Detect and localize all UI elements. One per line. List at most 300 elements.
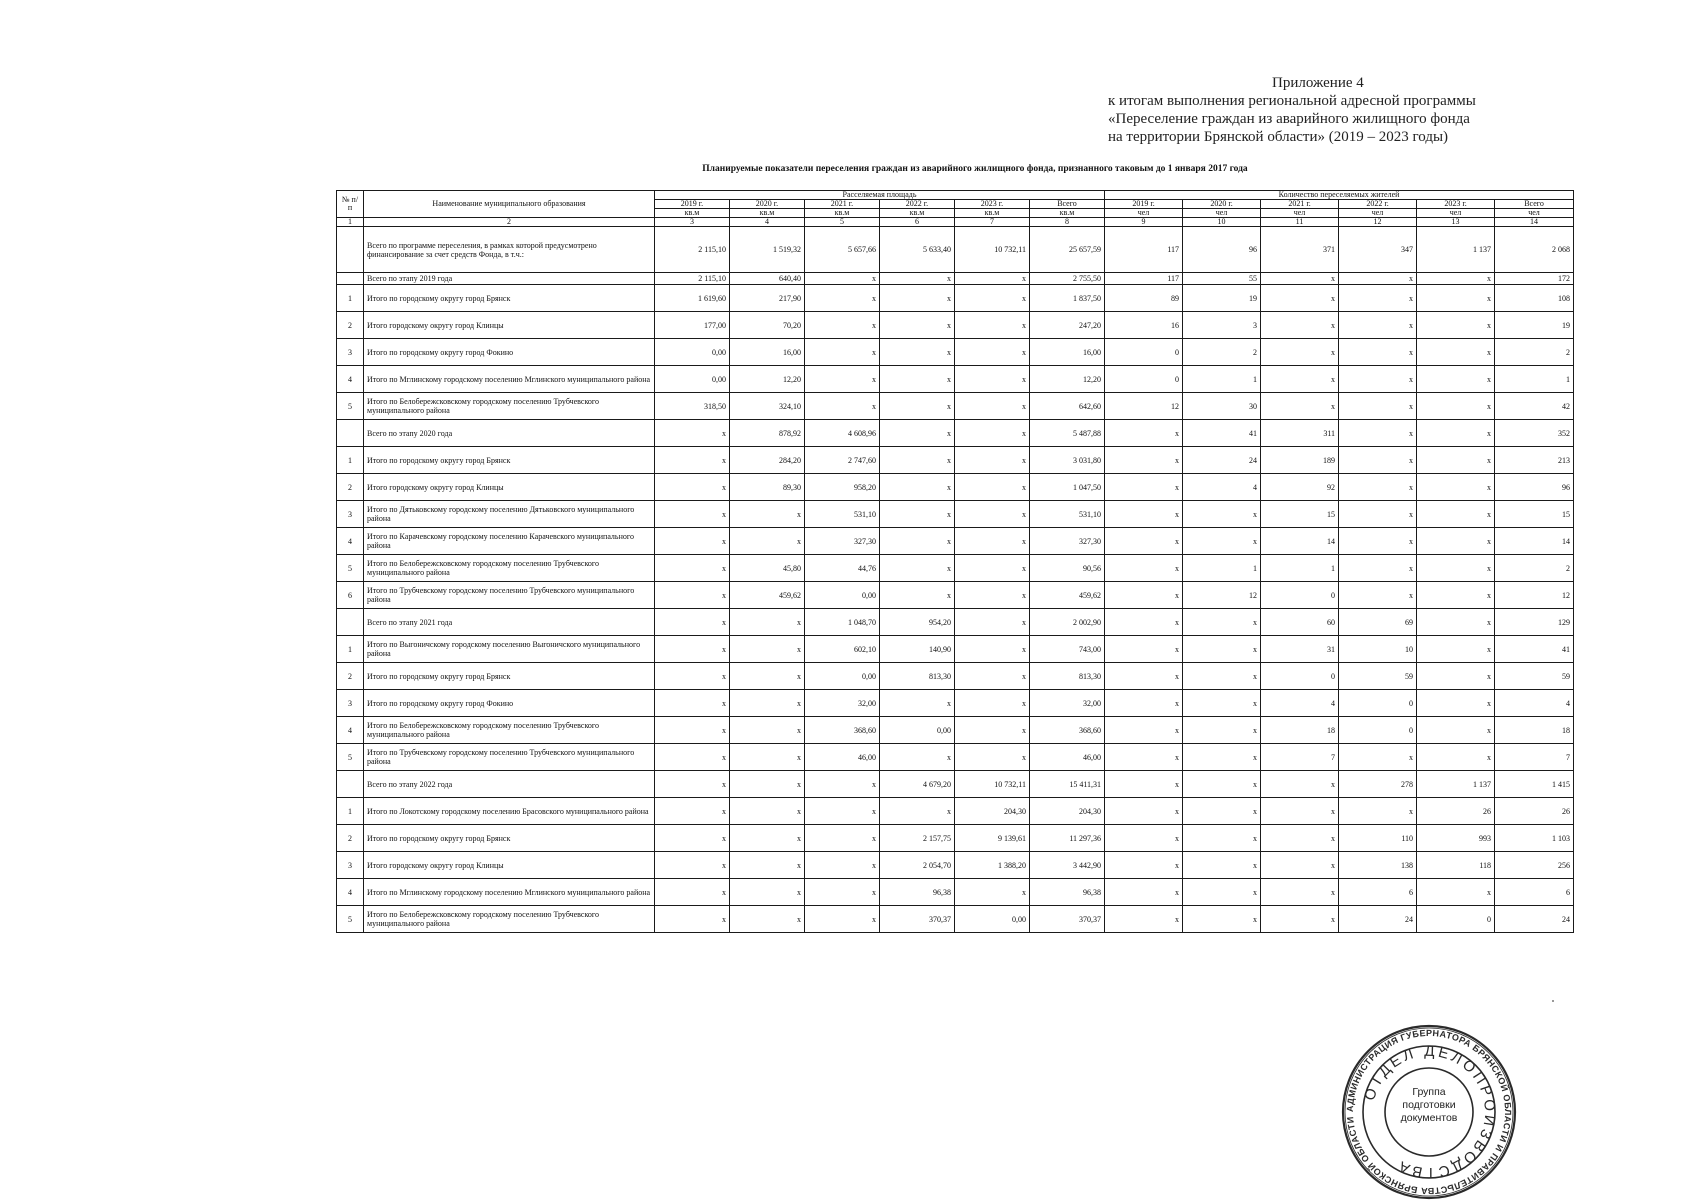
people-value: x xyxy=(1261,366,1339,393)
area-value: 368,60 xyxy=(1030,717,1105,744)
people-value: 0 xyxy=(1417,906,1495,933)
people-value: 108 xyxy=(1495,285,1574,312)
municipality-name: Всего по этапу 2019 года xyxy=(364,273,655,285)
area-value: x xyxy=(730,852,805,879)
area-value: x xyxy=(730,744,805,771)
people-value: 41 xyxy=(1495,636,1574,663)
people-value: x xyxy=(1183,528,1261,555)
people-value: x xyxy=(1105,879,1183,906)
people-value: x xyxy=(1261,285,1339,312)
people-value: 371 xyxy=(1261,227,1339,273)
table-row xyxy=(337,227,1574,273)
people-value: x xyxy=(1417,273,1495,285)
people-value: x xyxy=(1261,852,1339,879)
area-value: 1 048,70 xyxy=(805,609,880,636)
row-number: 2 xyxy=(337,312,364,339)
people-value: x xyxy=(1261,906,1339,933)
people-value: x xyxy=(1417,555,1495,582)
people-value: 12 xyxy=(1105,393,1183,420)
table-row xyxy=(337,663,1574,690)
row-number: 5 xyxy=(337,906,364,933)
area-value: 90,56 xyxy=(1030,555,1105,582)
area-value: 10 732,11 xyxy=(955,227,1030,273)
people-value: x xyxy=(1339,447,1417,474)
people-value: 118 xyxy=(1417,852,1495,879)
area-value: 45,80 xyxy=(730,555,805,582)
area-value: x xyxy=(655,825,730,852)
area-value: x xyxy=(655,474,730,501)
people-value: x xyxy=(1339,798,1417,825)
area-value: 15 411,31 xyxy=(1030,771,1105,798)
people-value: x xyxy=(1105,744,1183,771)
area-value: 602,10 xyxy=(805,636,880,663)
people-value: 10 xyxy=(1339,636,1417,663)
people-value: x xyxy=(1417,285,1495,312)
area-value: x xyxy=(730,609,805,636)
area-value: 177,00 xyxy=(655,312,730,339)
people-value: x xyxy=(1183,501,1261,528)
people-value: x xyxy=(1261,312,1339,339)
area-value: 284,20 xyxy=(730,447,805,474)
area-value: x xyxy=(655,771,730,798)
area-value: x xyxy=(880,447,955,474)
table-row xyxy=(337,879,1574,906)
people-value: 96 xyxy=(1183,227,1261,273)
row-number: 1 xyxy=(337,447,364,474)
people-value: x xyxy=(1417,420,1495,447)
table-row xyxy=(337,501,1574,528)
area-value: 2 002,90 xyxy=(1030,609,1105,636)
people-value: x xyxy=(1417,582,1495,609)
people-value: x xyxy=(1417,663,1495,690)
area-value: 0,00 xyxy=(655,366,730,393)
people-value: 60 xyxy=(1261,609,1339,636)
area-value: x xyxy=(955,717,1030,744)
municipality-name: Итого по Белобережсковскому городскому поселению Трубчевского муниципального района xyxy=(364,393,655,420)
area-value: x xyxy=(955,663,1030,690)
area-value: x xyxy=(880,312,955,339)
municipality-name: Всего по этапу 2021 года xyxy=(364,609,655,636)
people-value: x xyxy=(1339,312,1417,339)
table-row xyxy=(337,420,1574,447)
area-value: 1 047,50 xyxy=(1030,474,1105,501)
area-value: 217,90 xyxy=(730,285,805,312)
area-value: x xyxy=(655,879,730,906)
row-number xyxy=(337,227,364,273)
area-value: x xyxy=(655,852,730,879)
stamp-center-line: Группа xyxy=(1412,1086,1446,1098)
area-value: 531,10 xyxy=(805,501,880,528)
row-number: 6 xyxy=(337,582,364,609)
people-value: x xyxy=(1417,393,1495,420)
table-row xyxy=(337,906,1574,933)
header-column-number: 4 xyxy=(730,218,805,227)
row-number xyxy=(337,771,364,798)
area-value: x xyxy=(730,690,805,717)
people-value: x xyxy=(1261,879,1339,906)
area-value: 9 139,61 xyxy=(955,825,1030,852)
people-value: x xyxy=(1261,798,1339,825)
area-value: 531,10 xyxy=(1030,501,1105,528)
header-name: Наименование муниципального образования xyxy=(364,191,655,218)
people-value: 1 xyxy=(1261,555,1339,582)
header-year: 2023 г. xyxy=(1417,200,1495,209)
people-value: 110 xyxy=(1339,825,1417,852)
header-column-number: 9 xyxy=(1105,218,1183,227)
people-value: 59 xyxy=(1339,663,1417,690)
area-value: 368,60 xyxy=(805,717,880,744)
table-row xyxy=(337,285,1574,312)
municipality-name: Всего по этапу 2022 года xyxy=(364,771,655,798)
area-value: x xyxy=(955,447,1030,474)
area-value: x xyxy=(730,636,805,663)
area-value: 2 157,75 xyxy=(880,825,955,852)
people-value: 55 xyxy=(1183,273,1261,285)
municipality-name: Итого по Трубчевскому городскому поселению Трубчевского муниципального района xyxy=(364,744,655,771)
row-number: 4 xyxy=(337,717,364,744)
people-value: 31 xyxy=(1261,636,1339,663)
people-value: 19 xyxy=(1183,285,1261,312)
people-value: 14 xyxy=(1495,528,1574,555)
header-unit: чел xyxy=(1495,209,1574,218)
area-value: 247,20 xyxy=(1030,312,1105,339)
municipality-name: Итого по Локотскому городскому поселению Брасовского муниципального района xyxy=(364,798,655,825)
area-value: x xyxy=(880,501,955,528)
stamp-center-line: подготовки xyxy=(1402,1099,1456,1111)
people-value: x xyxy=(1183,798,1261,825)
area-value: x xyxy=(880,528,955,555)
municipality-name: Итого по городскому округу город Брянск xyxy=(364,825,655,852)
row-number: 1 xyxy=(337,798,364,825)
area-value: x xyxy=(655,663,730,690)
area-value: 96,38 xyxy=(880,879,955,906)
area-value: 32,00 xyxy=(1030,690,1105,717)
municipality-name: Итого по Дятьковскому городскому поселению Дятьковского муниципального района xyxy=(364,501,655,528)
people-value: 1 137 xyxy=(1417,771,1495,798)
people-value: 1 103 xyxy=(1495,825,1574,852)
area-value: 5 633,40 xyxy=(880,227,955,273)
header-unit: чел xyxy=(1261,209,1339,218)
people-value: 16 xyxy=(1105,312,1183,339)
people-value: x xyxy=(1339,366,1417,393)
people-value: x xyxy=(1183,717,1261,744)
municipality-name: Итого по Трубчевскому городскому поселению Трубчевского муниципального района xyxy=(364,582,655,609)
stamp-center-line: документов xyxy=(1400,1112,1458,1124)
people-value: 0 xyxy=(1261,663,1339,690)
people-value: 12 xyxy=(1495,582,1574,609)
people-value: x xyxy=(1105,825,1183,852)
area-value: x xyxy=(655,798,730,825)
table-row xyxy=(337,393,1574,420)
people-value: x xyxy=(1105,474,1183,501)
row-number: 3 xyxy=(337,852,364,879)
appendix-line: Приложение 4 xyxy=(1272,75,1364,91)
area-value: x xyxy=(655,744,730,771)
people-value: 24 xyxy=(1339,906,1417,933)
municipality-name: Итого по Мглинскому городскому поселению Мглинского муниципального района xyxy=(364,366,655,393)
people-value: x xyxy=(1339,393,1417,420)
people-value: x xyxy=(1105,582,1183,609)
area-value: x xyxy=(955,285,1030,312)
people-value: x xyxy=(1183,636,1261,663)
area-value: 327,30 xyxy=(1030,528,1105,555)
people-value: 1 415 xyxy=(1495,771,1574,798)
people-value: x xyxy=(1105,690,1183,717)
area-value: 96,38 xyxy=(1030,879,1105,906)
people-value: x xyxy=(1183,825,1261,852)
area-value: x xyxy=(955,744,1030,771)
people-value: x xyxy=(1417,690,1495,717)
area-value: x xyxy=(805,393,880,420)
area-value: x xyxy=(655,501,730,528)
area-value: 370,37 xyxy=(1030,906,1105,933)
area-value: x xyxy=(655,582,730,609)
area-value: x xyxy=(805,285,880,312)
table-row xyxy=(337,744,1574,771)
people-value: x xyxy=(1417,609,1495,636)
stamp-outer-text: АДМИНИСТРАЦИЯ ГУБЕРНАТОРА БРЯНСКОЙ ОБЛАСТИ И ПРАВИТЕЛЬСТВА БРЯНСКОЙ ОБЛАСТИ xyxy=(1344,1027,1514,1197)
municipality-name: Итого городскому округу город Клинцы xyxy=(364,312,655,339)
header-column-numbers-row xyxy=(337,218,1574,227)
municipality-name: Всего по программе переселения, в рамках которой предусмотрено финансирование за счет средств Фонда, в т.ч.: xyxy=(364,227,655,273)
people-value: 3 xyxy=(1183,312,1261,339)
area-value: x xyxy=(730,825,805,852)
area-value: 5 487,88 xyxy=(1030,420,1105,447)
people-value: x xyxy=(1339,528,1417,555)
header-column-number: 2 xyxy=(364,218,655,227)
area-value: 140,90 xyxy=(880,636,955,663)
people-value: x xyxy=(1105,609,1183,636)
row-number: 3 xyxy=(337,339,364,366)
people-value: 352 xyxy=(1495,420,1574,447)
header-column-number: 10 xyxy=(1183,218,1261,227)
row-number xyxy=(337,609,364,636)
area-value: x xyxy=(655,906,730,933)
area-value: 46,00 xyxy=(805,744,880,771)
area-value: 878,92 xyxy=(730,420,805,447)
area-value: 1 388,20 xyxy=(955,852,1030,879)
area-value: x xyxy=(730,906,805,933)
table-row xyxy=(337,339,1574,366)
row-number: 4 xyxy=(337,366,364,393)
people-value: x xyxy=(1417,879,1495,906)
table-row xyxy=(337,825,1574,852)
area-value: 4 679,20 xyxy=(880,771,955,798)
people-value: x xyxy=(1105,663,1183,690)
people-value: 6 xyxy=(1495,879,1574,906)
area-value: 324,10 xyxy=(730,393,805,420)
area-value: 459,62 xyxy=(1030,582,1105,609)
area-value: 642,60 xyxy=(1030,393,1105,420)
header-column-number: 3 xyxy=(655,218,730,227)
municipality-name: Итого по городскому округу город Брянск xyxy=(364,285,655,312)
area-value: 318,50 xyxy=(655,393,730,420)
header-unit: кв.м xyxy=(730,209,805,218)
area-value: x xyxy=(655,609,730,636)
row-number: 5 xyxy=(337,393,364,420)
people-value: 172 xyxy=(1495,273,1574,285)
header-column-number: 7 xyxy=(955,218,1030,227)
area-value: 370,37 xyxy=(880,906,955,933)
area-value: x xyxy=(880,555,955,582)
area-value: 459,62 xyxy=(730,582,805,609)
header-column-number: 11 xyxy=(1261,218,1339,227)
people-value: x xyxy=(1261,393,1339,420)
table-row xyxy=(337,447,1574,474)
area-value: 2 054,70 xyxy=(880,852,955,879)
people-value: x xyxy=(1183,609,1261,636)
people-value: 96 xyxy=(1495,474,1574,501)
people-value: x xyxy=(1417,339,1495,366)
people-value: 347 xyxy=(1339,227,1417,273)
people-value: x xyxy=(1417,447,1495,474)
header-column-number: 8 xyxy=(1030,218,1105,227)
area-value: x xyxy=(730,501,805,528)
area-value: x xyxy=(880,798,955,825)
area-value: 0,00 xyxy=(655,339,730,366)
area-value: x xyxy=(655,690,730,717)
people-value: x xyxy=(1339,474,1417,501)
area-value: x xyxy=(805,273,880,285)
people-value: x xyxy=(1339,273,1417,285)
header-unit: кв.м xyxy=(1030,209,1105,218)
people-value: x xyxy=(1105,798,1183,825)
people-value: x xyxy=(1417,501,1495,528)
row-number: 5 xyxy=(337,744,364,771)
header-unit: кв.м xyxy=(955,209,1030,218)
area-value: 0,00 xyxy=(880,717,955,744)
table-row xyxy=(337,636,1574,663)
municipality-name: Итого по городскому округу город Брянск xyxy=(364,447,655,474)
people-value: x xyxy=(1339,420,1417,447)
row-number: 2 xyxy=(337,825,364,852)
people-value: x xyxy=(1417,717,1495,744)
stamp-center xyxy=(1393,1086,1465,1125)
people-value: 117 xyxy=(1105,273,1183,285)
row-number: 4 xyxy=(337,879,364,906)
area-value: 813,30 xyxy=(880,663,955,690)
area-value: 44,76 xyxy=(805,555,880,582)
resettlement-table xyxy=(336,190,1574,933)
appendix-block xyxy=(1108,74,1558,146)
people-value: x xyxy=(1417,366,1495,393)
area-value: 813,30 xyxy=(1030,663,1105,690)
area-value: x xyxy=(880,744,955,771)
municipality-name: Итого по Белобережсковскому городскому поселению Трубчевского муниципального района xyxy=(364,555,655,582)
people-value: 0 xyxy=(1105,339,1183,366)
municipality-name: Итого по Выгоничскому городскому поселению Выгоничского муниципального района xyxy=(364,636,655,663)
header-year: 2020 г. xyxy=(1183,200,1261,209)
people-value: x xyxy=(1105,528,1183,555)
header-unit: кв.м xyxy=(805,209,880,218)
people-value: x xyxy=(1183,744,1261,771)
header-unit: кв.м xyxy=(655,209,730,218)
area-value: 3 031,80 xyxy=(1030,447,1105,474)
people-value: 6 xyxy=(1339,879,1417,906)
people-value: 2 xyxy=(1495,339,1574,366)
header-unit: чел xyxy=(1417,209,1495,218)
people-value: x xyxy=(1183,879,1261,906)
people-value: 7 xyxy=(1261,744,1339,771)
people-value: 92 xyxy=(1261,474,1339,501)
area-value: 46,00 xyxy=(1030,744,1105,771)
area-value: x xyxy=(805,825,880,852)
row-number: 3 xyxy=(337,690,364,717)
people-value: 7 xyxy=(1495,744,1574,771)
table-row xyxy=(337,582,1574,609)
people-value: 18 xyxy=(1261,717,1339,744)
area-value: 5 657,66 xyxy=(805,227,880,273)
people-value: 0 xyxy=(1261,582,1339,609)
header-year: 2023 г. xyxy=(955,200,1030,209)
area-value: x xyxy=(805,312,880,339)
people-value: 138 xyxy=(1339,852,1417,879)
people-value: 59 xyxy=(1495,663,1574,690)
area-value: 2 755,50 xyxy=(1030,273,1105,285)
people-value: x xyxy=(1417,474,1495,501)
area-value: x xyxy=(805,879,880,906)
row-number xyxy=(337,273,364,285)
table-row xyxy=(337,528,1574,555)
table-row xyxy=(337,717,1574,744)
people-value: x xyxy=(1183,663,1261,690)
area-value: x xyxy=(955,501,1030,528)
area-value: x xyxy=(880,366,955,393)
area-value: x xyxy=(880,273,955,285)
header-people-group: Количество переселяемых жителей xyxy=(1105,191,1574,200)
area-value: 16,00 xyxy=(730,339,805,366)
area-value: x xyxy=(655,555,730,582)
people-value: 4 xyxy=(1183,474,1261,501)
row-number: 2 xyxy=(337,474,364,501)
area-value: x xyxy=(880,339,955,366)
people-value: x xyxy=(1183,906,1261,933)
people-value: 15 xyxy=(1261,501,1339,528)
area-value: x xyxy=(880,582,955,609)
header-column-number: 6 xyxy=(880,218,955,227)
people-value: x xyxy=(1417,312,1495,339)
area-value: 25 657,59 xyxy=(1030,227,1105,273)
area-value: x xyxy=(805,798,880,825)
header-year: 2021 г. xyxy=(805,200,880,209)
area-value: x xyxy=(655,717,730,744)
people-value: 1 xyxy=(1495,366,1574,393)
area-value: x xyxy=(955,273,1030,285)
people-value: 189 xyxy=(1261,447,1339,474)
people-value: x xyxy=(1105,717,1183,744)
people-value: 1 xyxy=(1183,555,1261,582)
header-year: Всего xyxy=(1495,200,1574,209)
header-num: № п/п xyxy=(337,191,364,218)
area-value: 1 837,50 xyxy=(1030,285,1105,312)
table-row xyxy=(337,474,1574,501)
area-value: 10 732,11 xyxy=(955,771,1030,798)
municipality-name: Итого по Мглинскому городскому поселению Мглинского муниципального района xyxy=(364,879,655,906)
people-value: x xyxy=(1105,636,1183,663)
header-column-number: 5 xyxy=(805,218,880,227)
people-value: x xyxy=(1105,501,1183,528)
people-value: x xyxy=(1339,582,1417,609)
header-unit: чел xyxy=(1105,209,1183,218)
people-value: 19 xyxy=(1495,312,1574,339)
people-value: x xyxy=(1339,339,1417,366)
area-value: x xyxy=(655,636,730,663)
people-value: 15 xyxy=(1495,501,1574,528)
municipality-name: Итого по Белобережсковскому городскому поселению Трубчевского муниципального района xyxy=(364,717,655,744)
table-row xyxy=(337,690,1574,717)
stamp-ring-text: ОТДЕЛ ДЕЛОПРОИЗВОДСТВА xyxy=(1361,1042,1499,1182)
people-value: 18 xyxy=(1495,717,1574,744)
